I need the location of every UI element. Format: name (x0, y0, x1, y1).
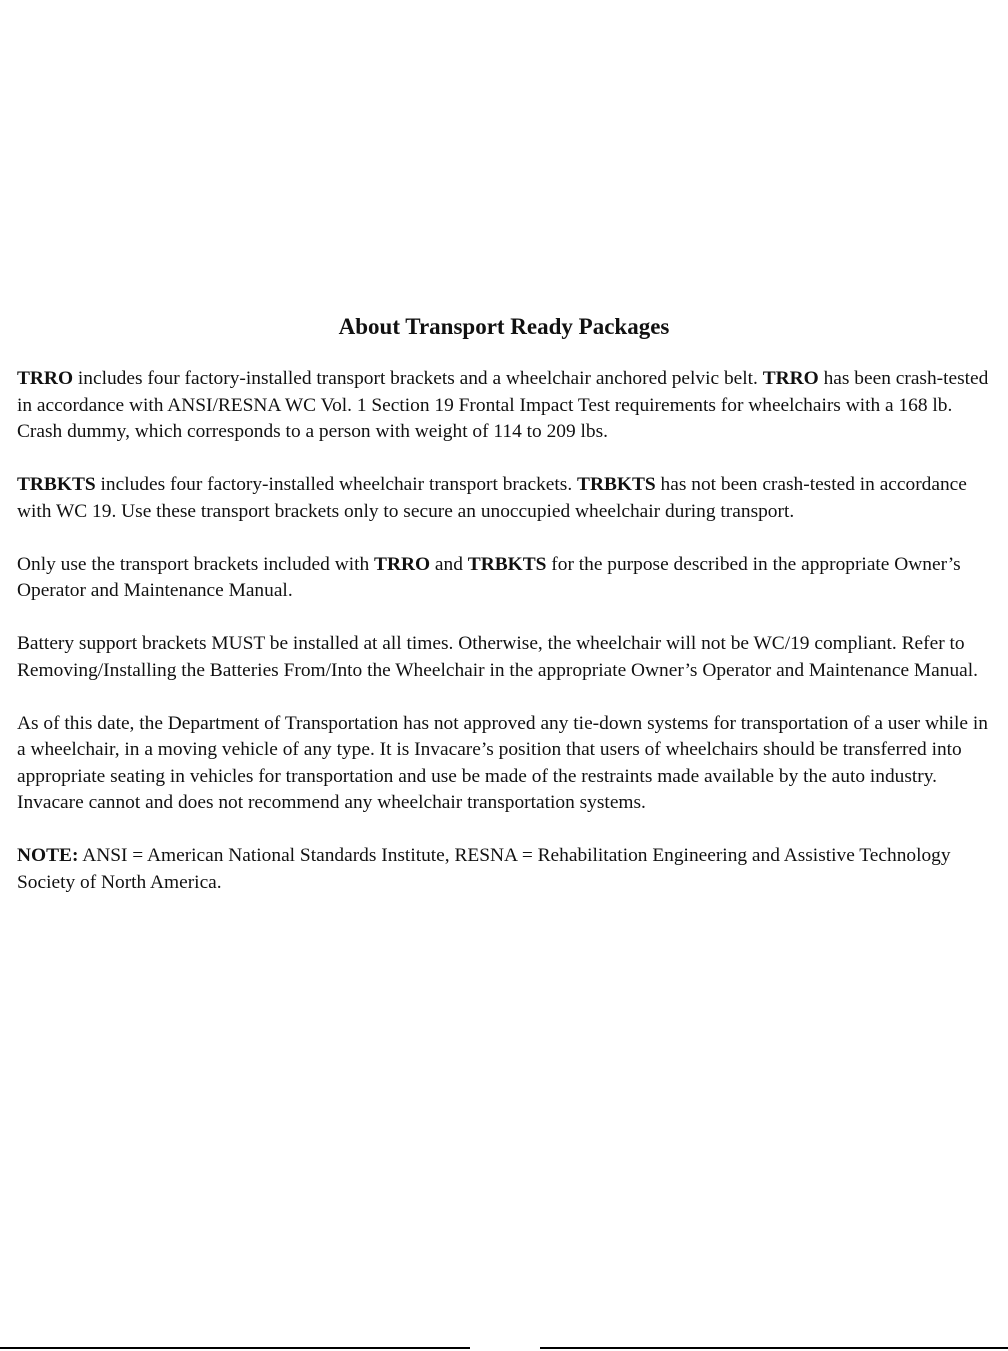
paragraph-text: Battery support brackets MUST be installed at all times. Otherwise, the wheelchair will not be WC/19 compliant. Refer to Removing/Installing the Batteries From/Into the Wheelchair in the appropriate Owner’s Operator and Maintenance Manual. (17, 633, 978, 681)
footer-divider-left (0, 1347, 470, 1349)
bold-term: TRBKTS (17, 474, 96, 495)
paragraph-text: has not been crash-tested in accordance with WC 19. Use these transport brackets only to secure an unoccupied wheelchair during transport. (17, 474, 967, 522)
page-title: About Transport Ready Packages (338, 314, 670, 339)
paragraph-note (17, 843, 1001, 896)
paragraph-text: As of this date, the Department of Transportation has not approved any tie-down systems for transportation of a user while in a wheelchair, in a moving vehicle of any type. It is Invacare’s position that users of wheelchairs should be transferred into appropriate seating in vehicles for transportation and use be made of the restraints made available by the auto industry. Invacare cannot and does not recommend any wheelchair transportation systems. (17, 712, 988, 813)
bold-term: TRRO (374, 553, 431, 575)
paragraph-usage (17, 552, 1001, 605)
footer-divider-right (540, 1347, 1008, 1349)
note-label: NOTE: (17, 845, 79, 866)
document-body (17, 366, 1001, 923)
paragraph-trro (17, 366, 1001, 446)
paragraph-text: Only use the transport brackets included with (17, 553, 375, 575)
paragraph-trbkts (17, 472, 1001, 525)
paragraph-dot-position (17, 711, 1001, 817)
bold-term: TRRO (762, 368, 819, 389)
paragraph-battery (17, 631, 1001, 684)
paragraph-text: includes four factory-installed transport brackets and a wheelchair anchored pelvic belt. (73, 368, 763, 389)
paragraph-text: and (430, 553, 468, 575)
bold-term: TRBKTS (577, 474, 656, 495)
paragraph-text: has been crash-tested in accordance with ANSI/RESNA WC Vol. 1 Section 19 Frontal Impact Test requirements for wheelchairs with a 168 lb. Crash dummy, which corresponds to a person with weight of 114 to 209 lbs. (17, 368, 989, 442)
paragraph-text: for the purpose described in the appropriate Owner’s Operator and Maintenance Manual. (17, 553, 961, 601)
paragraph-text: ANSI = American National Standards Institute, RESNA = Rehabilitation Engineering and Assistive Technology Society of North America. (17, 845, 951, 893)
bold-term: TRRO (17, 368, 74, 389)
paragraph-text: includes four factory-installed wheelchair transport brackets. (95, 474, 578, 495)
bold-term: TRBKTS (467, 553, 547, 575)
